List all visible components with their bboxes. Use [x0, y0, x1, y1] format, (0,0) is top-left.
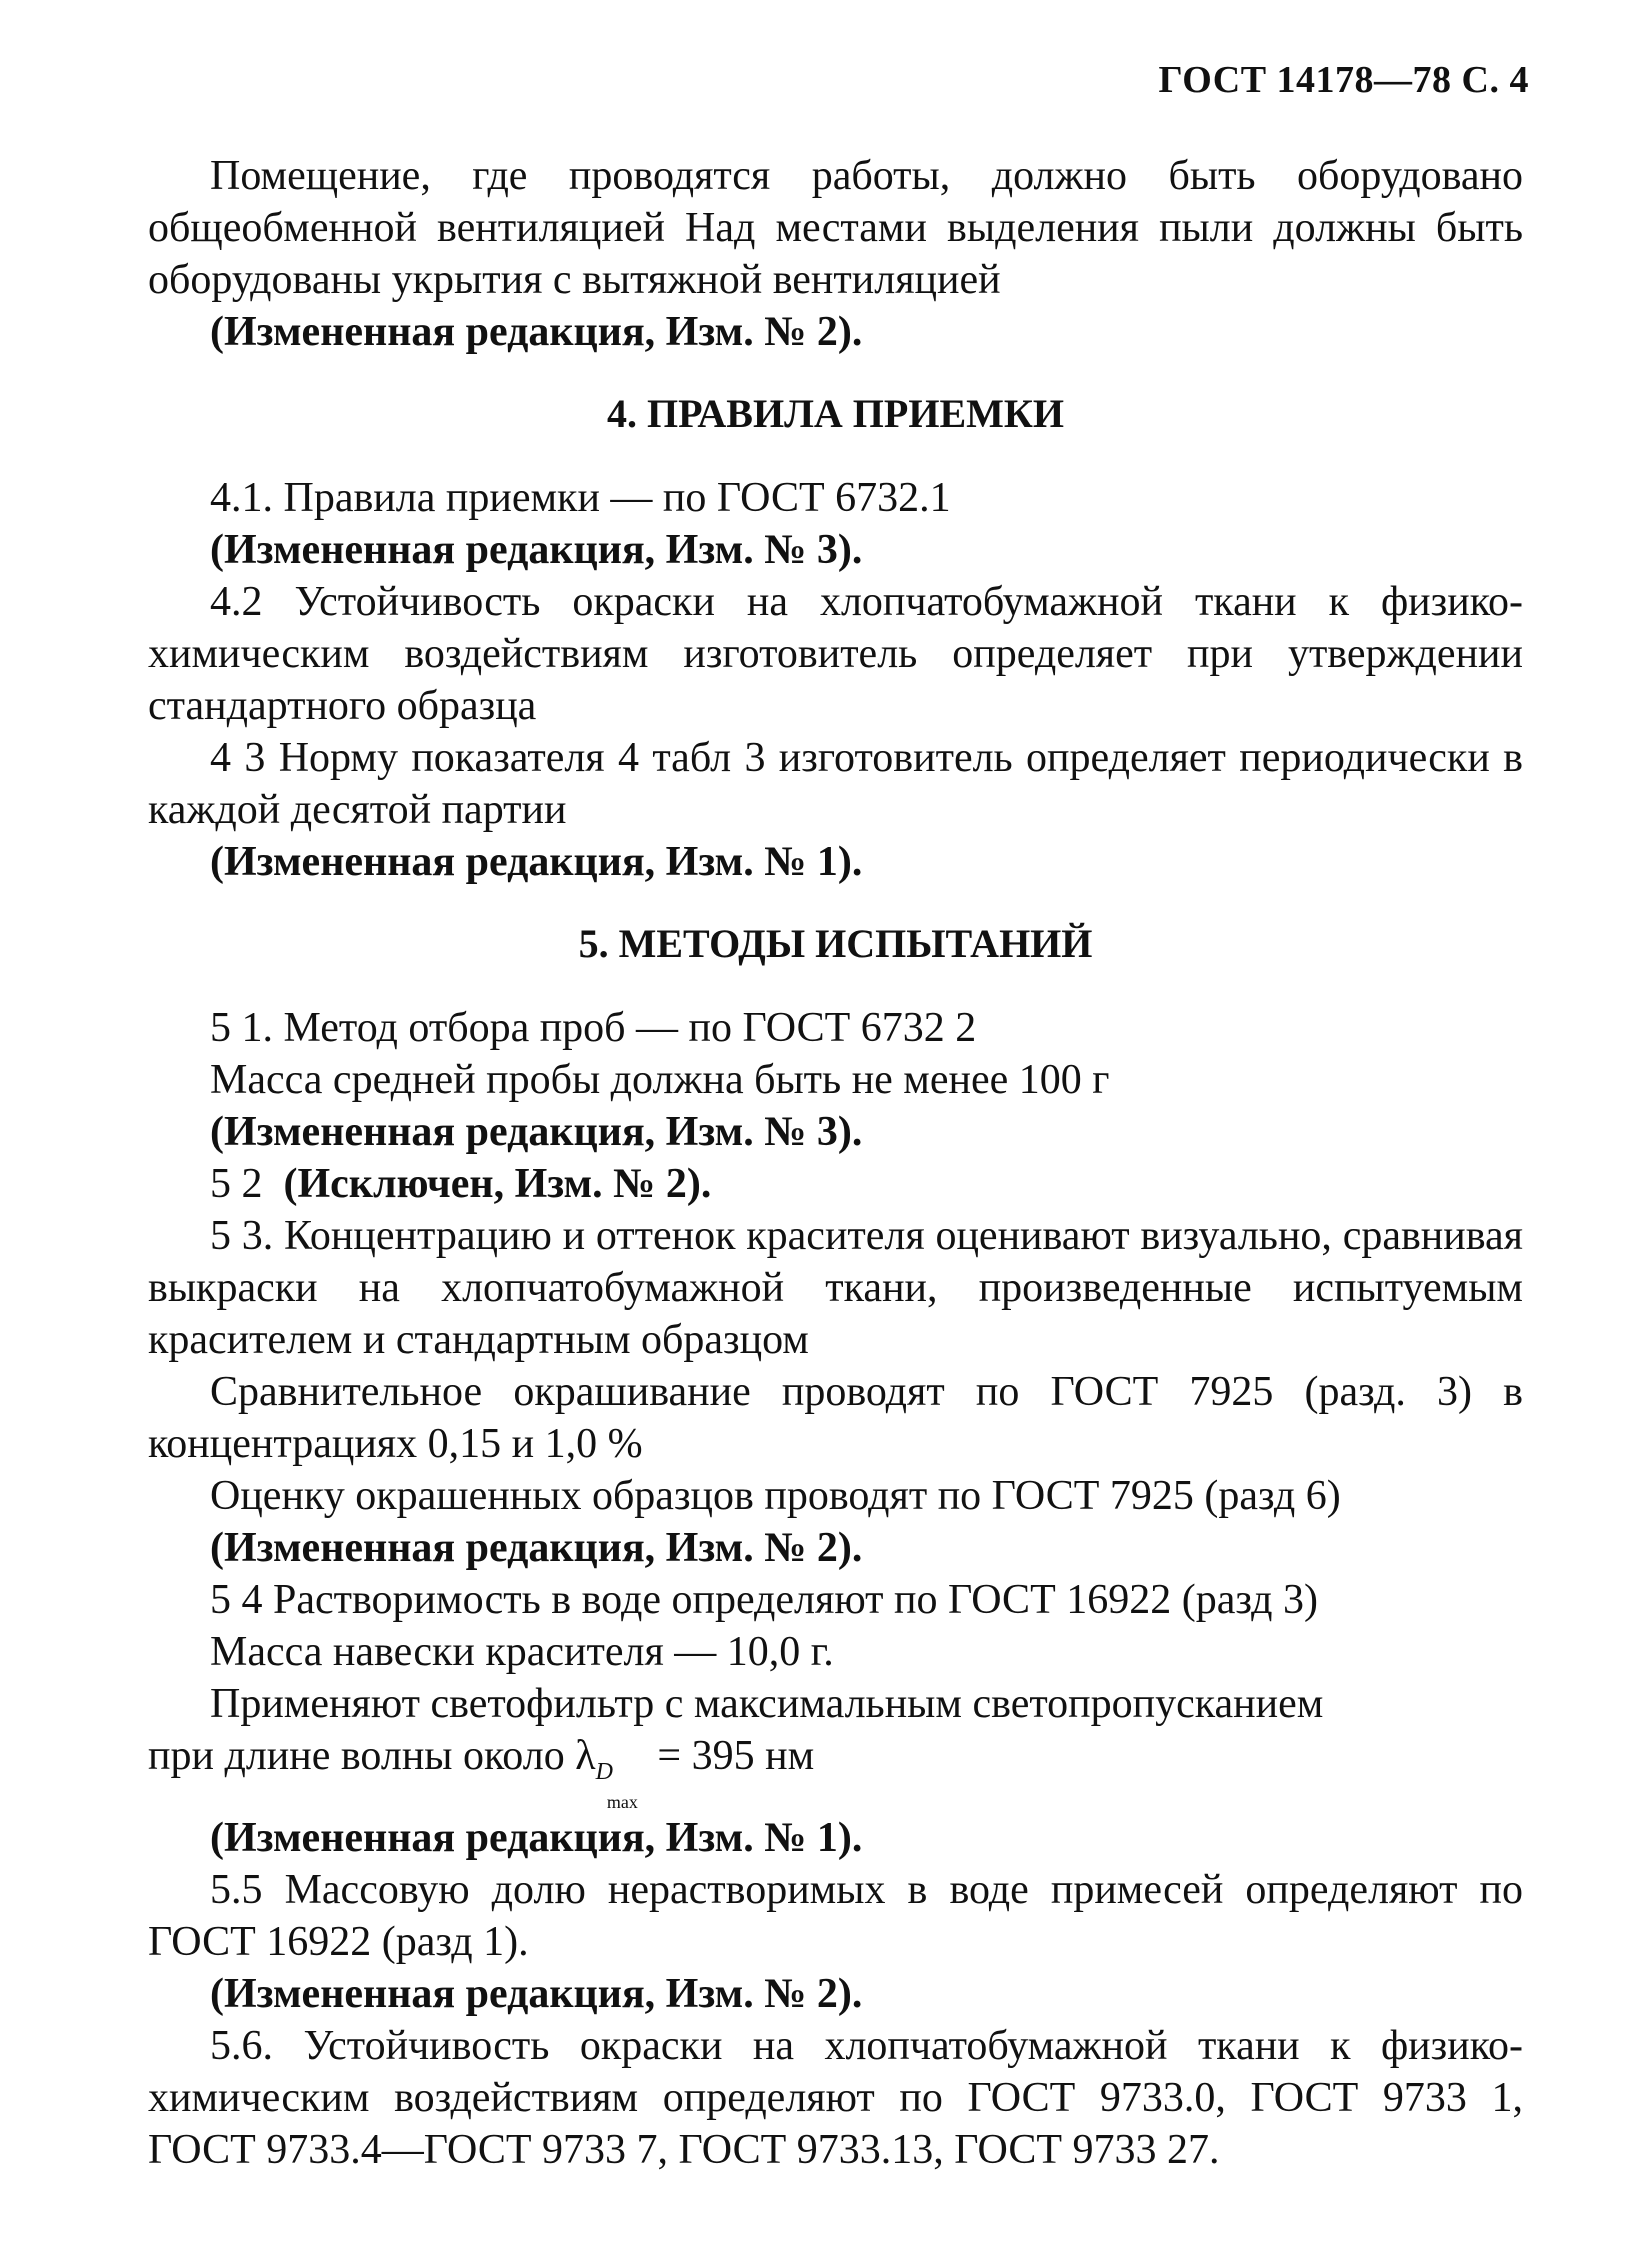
clause-5-4-filter: Применяют светофильтр с максимальным светопропусканием [210, 1681, 1324, 1727]
clause-5-3: 5 3. Концентрацию и оттенок красителя оценивают визуально, сравнивая выкраски на хлопчатобумажной ткани, произведенные испытуемым красителем и стандартным образцом [148, 1213, 1523, 1363]
clause-5-3-eval: Оценку окрашенных образцов проводят по ГОСТ 7925 (разд 6) [210, 1473, 1341, 1519]
clause-4-1-amendment: (Измененная редакция, Изм. № 3). [210, 527, 863, 573]
clause-5-5-amendment: (Измененная редакция, Изм. № 2). [210, 1971, 863, 2017]
page-header: ГОСТ 14178—78 С. 4 [1158, 59, 1529, 101]
clause-4-1: 4.1. Правила приемки — по ГОСТ 6732.1 [210, 475, 951, 521]
clause-5-1-amendment: (Измененная редакция, Изм. № 3). [210, 1109, 863, 1155]
clause-5-4-amendment: (Измененная редакция, Изм. № 1). [210, 1815, 863, 1861]
clause-5-4-mass: Масса навески красителя — 10,0 г. [210, 1629, 834, 1675]
clause-5-4: 5 4 Растворимость в воде определяют по ГОСТ 16922 (разд 3) [210, 1577, 1319, 1623]
clause-5-1: 5 1. Метод отбора проб — по ГОСТ 6732 2 [210, 1005, 977, 1051]
intro-amendment: (Измененная редакция, Изм. № 2). [210, 309, 863, 355]
clause-5-3-amendment: (Измененная редакция, Изм. № 2). [210, 1525, 863, 1571]
clause-5-2 [148, 1158, 1523, 1210]
clause-4-3: 4 3 Норму показателя 4 табл 3 изготовитель определяет периодически в каждой десятой партии [148, 735, 1523, 833]
intro-paragraph: Помещение, где проводятся работы, должно быть оборудовано общеобменной вентиляцией Над местами выделения пыли должны быть оборудованы укрытия с вытяжной вентиляцией [148, 153, 1523, 303]
clause-4-3-amendment: (Измененная редакция, Изм. № 1). [210, 839, 863, 885]
clause-5-6: 5.6. Устойчивость окраски на хлопчатобумажной ткани к физико-химическим воздействиям определяют по ГОСТ 9733.0, ГОСТ 9733 1, ГОСТ 9733.4—ГОСТ 9733 7, ГОСТ 9733.13, ГОСТ 9733 27. [148, 2023, 1523, 2173]
clause-5-2-number: 5 2 [210, 1161, 263, 1207]
section-5-title: 5. МЕТОДЫ ИСПЫТАНИЙ [578, 921, 1093, 966]
wavelength-value: = 395 нм [646, 1733, 815, 1779]
wavelength-subsub: max [606, 1792, 638, 1812]
wavelength-prefix: при длине волны около λ [148, 1733, 596, 1779]
wavelength-sub: D [595, 1759, 613, 1785]
section-4-title: 4. ПРАВИЛА ПРИЕМКИ [606, 391, 1064, 436]
clause-5-3-compare: Сравнительное окрашивание проводят по ГОСТ 7925 (разд. 3) в концентрациях 0,15 и 1,0 % [148, 1369, 1523, 1467]
clause-4-2: 4.2 Устойчивость окраски на хлопчатобумажной ткани к физико-химическим воздействиям изготовитель определяет при утверждении стандартного образца [148, 579, 1523, 729]
clause-5-1-mass: Масса средней пробы должна быть не менее 100 г [210, 1057, 1110, 1103]
clause-5-2-text: (Исключен, Изм. № 2). [283, 1161, 712, 1207]
clause-5-4-wavelength [148, 1730, 1523, 1812]
document-body [148, 150, 1523, 2176]
clause-5-5: 5.5 Массовую долю нерастворимых в воде примесей определяют по ГОСТ 16922 (разд 1). [148, 1867, 1523, 1965]
